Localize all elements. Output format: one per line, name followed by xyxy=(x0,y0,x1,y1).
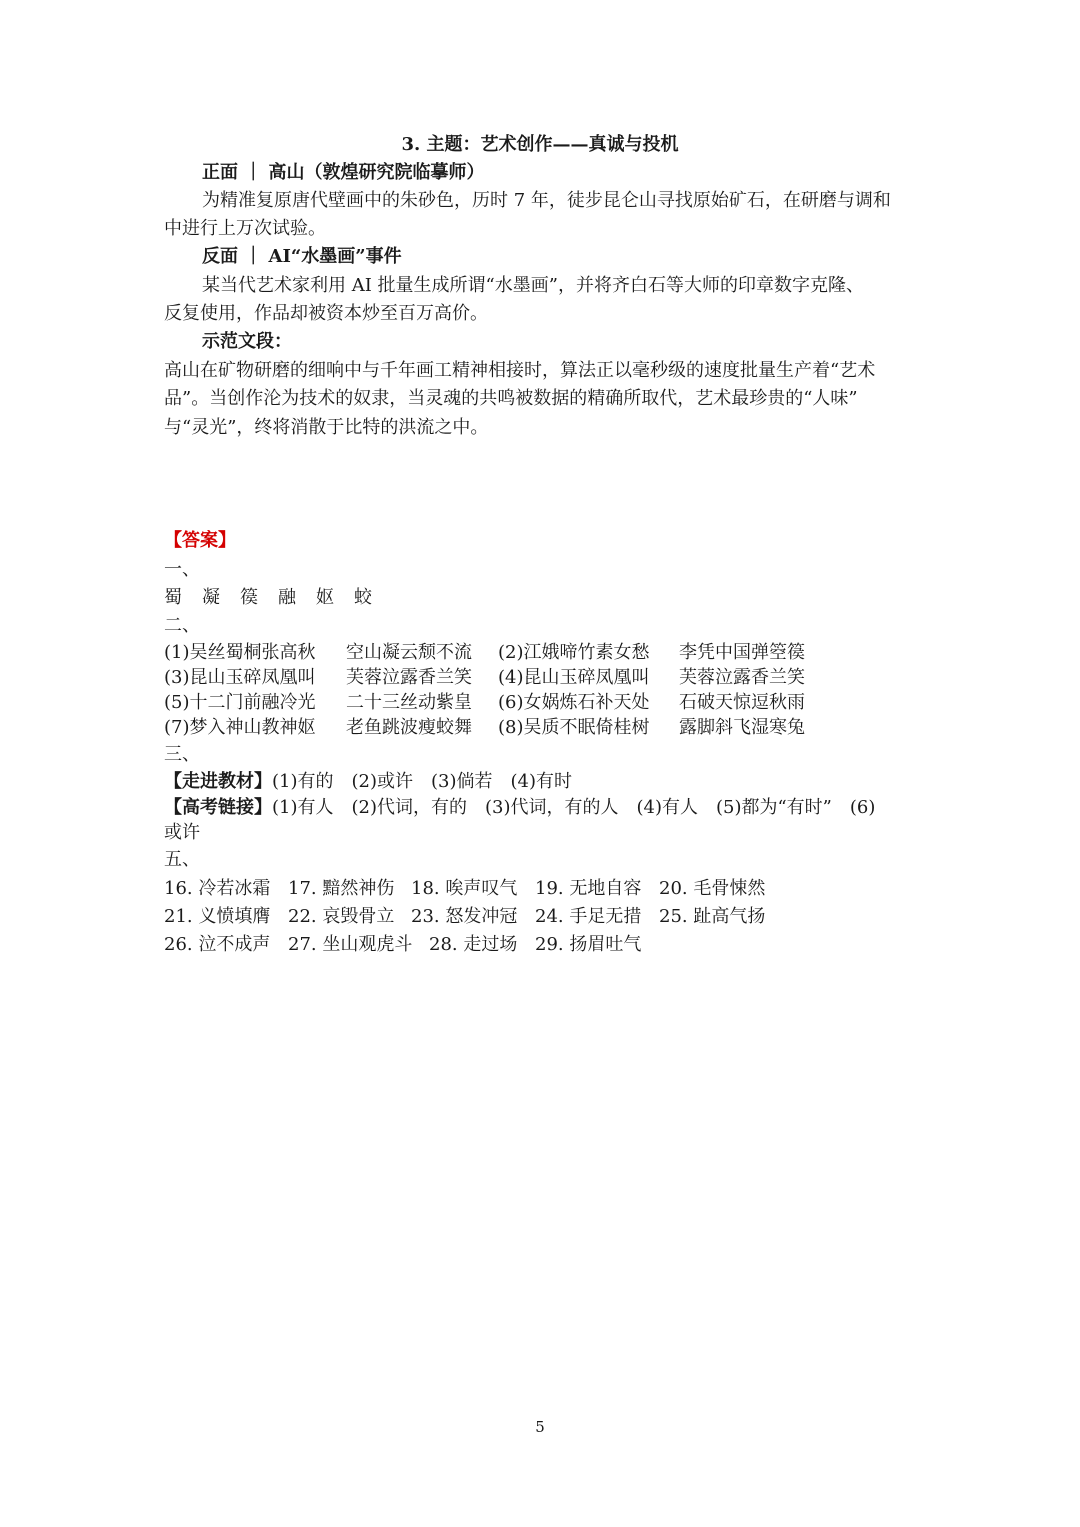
part5-label: 五、 xyxy=(164,849,200,870)
answer-char: 妪 xyxy=(316,587,334,608)
part3-exam-line-continued: 或许 xyxy=(164,822,200,843)
answer-cell: 18. 唉声叹气 xyxy=(411,878,518,899)
positive-paragraph-line: 为精准复原唐代壁画中的朱砂色，历时 7 年，徒步昆仑山寻找原始矿石，在研磨与调和 xyxy=(202,190,891,211)
page-number: 5 xyxy=(535,1418,545,1436)
answer-cell: 李凭中国弹箜篌 xyxy=(679,642,805,663)
answer-cell: 二十三丝动紫皇 xyxy=(346,692,472,713)
answer-cell: (7)梦入神山教神妪 xyxy=(164,717,316,738)
answer-cell: 25. 趾高气扬 xyxy=(659,906,766,927)
answer-cell: (8)吴质不眠倚桂树 xyxy=(498,717,650,738)
answer-cell: 老鱼跳波瘦蛟舞 xyxy=(346,717,472,738)
textbook-answers: (1)有的 (2)或许 (3)倘若 (4)有时 xyxy=(272,771,572,792)
sample-heading: 示范文段： xyxy=(202,331,292,352)
answer-cell: 27. 坐山观虎斗 xyxy=(288,934,413,955)
answer-cell: 芙蓉泣露香兰笑 xyxy=(346,667,472,688)
section-title: 3. 主题：艺术创作——真诚与投机 xyxy=(401,134,679,155)
negative-paragraph-line: 某当代艺术家利用 AI 批量生成所谓“水墨画”，并将齐白石等大师的印章数字克隆、 xyxy=(202,275,864,296)
answer-cell: 20. 毛骨悚然 xyxy=(659,878,766,899)
answer-char: 凝 xyxy=(202,587,220,608)
answer-cell: 空山凝云颓不流 xyxy=(346,642,472,663)
answer-cell: 24. 手足无措 xyxy=(535,906,642,927)
answer-cell: 17. 黯然神伤 xyxy=(288,878,395,899)
answer-cell: 26. 泣不成声 xyxy=(164,934,271,955)
answer-cell: 23. 怒发冲冠 xyxy=(411,906,518,927)
answer-cell: (4)昆山玉碎凤凰叫 xyxy=(498,667,650,688)
positive-heading: 正面 ｜ 高山（敦煌研究院临摹师） xyxy=(202,162,485,183)
answer-cell: (5)十二门前融冷光 xyxy=(164,692,316,713)
sample-paragraph-line: 品”。当创作沦为技术的奴隶，当灵魂的共鸣被数据的精确所取代，艺术最珍贵的“人味” xyxy=(164,388,858,409)
answer-cell: 芙蓉泣露香兰笑 xyxy=(679,667,805,688)
part3-label: 三、 xyxy=(164,744,200,765)
negative-paragraph-line: 反复使用，作品却被资本炒至百万高价。 xyxy=(164,303,488,324)
textbook-tag: 【走进教材】 xyxy=(164,771,272,792)
sample-paragraph-line: 高山在矿物研磨的细响中与千年画工精神相接时，算法正以毫秒级的速度批量生产着“艺术 xyxy=(164,360,876,381)
part2-label: 二、 xyxy=(164,615,200,636)
answer-cell: (6)女娲炼石补天处 xyxy=(498,692,650,713)
answer-char: 蜀 xyxy=(164,587,182,608)
answer-char: 融 xyxy=(278,587,296,608)
answer-cell: 22. 哀毁骨立 xyxy=(288,906,395,927)
answers-heading: 【答案】 xyxy=(164,530,236,551)
sample-paragraph-line: 与“灵光”，终将消散于比特的洪流之中。 xyxy=(164,417,489,438)
answer-cell: 21. 义愤填膺 xyxy=(164,906,271,927)
answer-cell: 19. 无地自容 xyxy=(535,878,642,899)
answer-char: 篌 xyxy=(240,587,258,608)
answer-cell: 露脚斜飞湿寒兔 xyxy=(679,717,805,738)
answer-cell: (1)吴丝蜀桐张高秋 xyxy=(164,642,316,663)
answer-cell: 28. 走过场 xyxy=(429,934,518,955)
positive-paragraph-line: 中进行上万次试验。 xyxy=(164,218,326,239)
negative-heading: 反面 ｜ AI“水墨画”事件 xyxy=(202,246,402,267)
answer-cell: 石破天惊逗秋雨 xyxy=(679,692,805,713)
answer-cell: (2)江娥啼竹素女愁 xyxy=(498,642,650,663)
answer-char: 蛟 xyxy=(354,587,372,608)
answer-cell: (3)昆山玉碎凤凰叫 xyxy=(164,667,316,688)
exam-tag: 【高考链接】 xyxy=(164,797,272,818)
part1-label: 一、 xyxy=(164,559,200,580)
part3-textbook-line xyxy=(164,768,572,796)
answer-cell: 29. 扬眉吐气 xyxy=(535,934,642,955)
part3-exam-line xyxy=(164,794,875,822)
answer-cell: 16. 冷若冰霜 xyxy=(164,878,271,899)
exam-answers: (1)有人 (2)代词，有的 (3)代词，有的人 (4)有人 (5)都为“有时” (6) xyxy=(272,797,876,818)
